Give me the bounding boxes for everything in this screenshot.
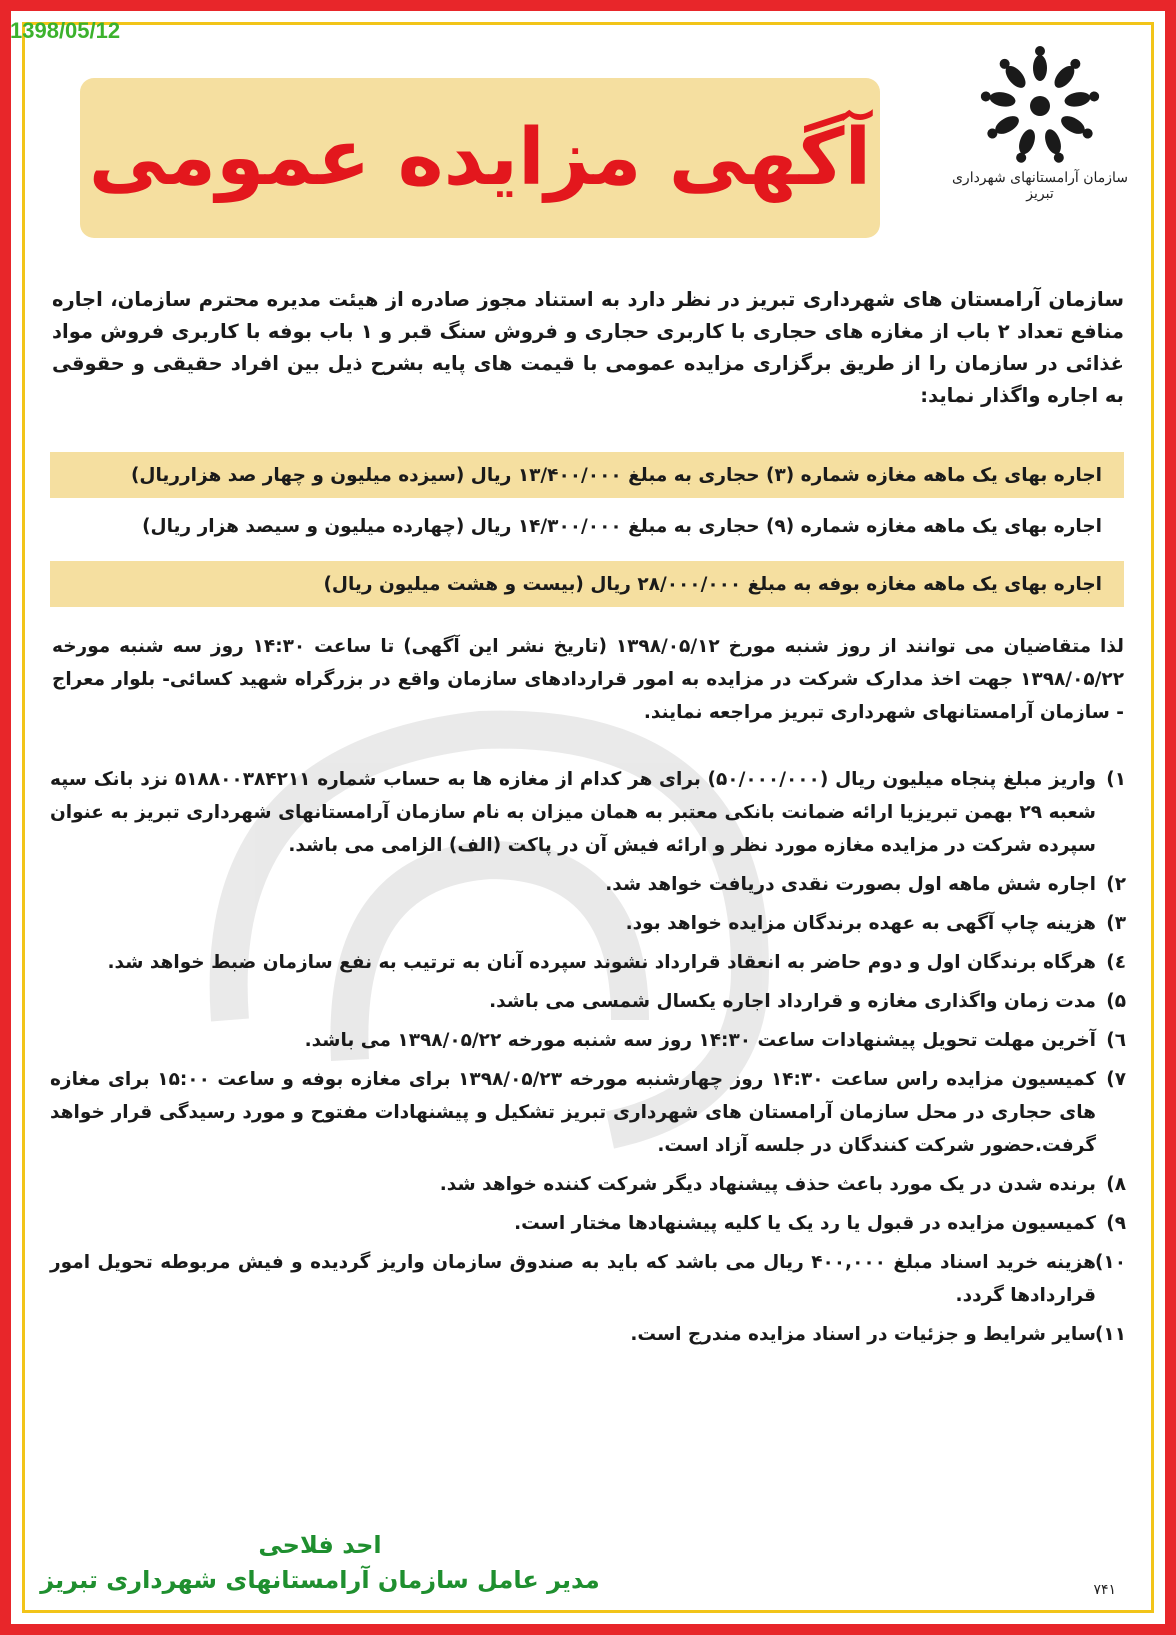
list-item: [50, 946, 1126, 979]
signature-block: [40, 1528, 600, 1598]
item-number: ۱۰): [1094, 1252, 1126, 1273]
item-number: ۳): [1106, 913, 1126, 934]
body-paragraph: لذا متقاضیان می توانند از روز شنبه مورخ ۱۳۹۸/۰۵/۱۲ (تاریخ نشر این آگهی) تا ساعت ۱۴:۳۰ روز سه شنبه مورخه ۱۳۹۸/۰۵/۲۲ جهت اخذ مدارک شرکت در مزایده به امور قراردادهای سازمان واقع در بزرگراه شهید کسائی- بلوار معراج - سازمان آرامستانهای شهرداری تبریز مراجعه نمایند.: [52, 636, 1124, 723]
item-text: آخرین مهلت تحویل پیشنهادات ساعت ۱۴:۳۰ روز سه شنبه مورخه ۱۳۹۸/۰۵/۲۲ می باشد.: [304, 1030, 1096, 1051]
item-text: هرگاه برندگان اول و دوم حاضر به انعقاد قرارداد نشوند سپرده آنان به ترتیب به نفع سازمان ضبط خواهد شد.: [107, 952, 1096, 973]
item-text: برنده شدن در یک مورد باعث حذف پیشنهاد دیگر شرکت کننده خواهد شد.: [439, 1174, 1096, 1195]
rent-text: اجاره بهای یک ماهه مغازه شماره (۹) حجاری به مبلغ ۱۴/۳۰۰/۰۰۰ ریال (چهارده میلیون و سیصد هزار ریال): [142, 515, 1102, 537]
item-number: ۱): [1106, 769, 1126, 790]
list-item: [50, 763, 1126, 862]
item-number: ۱۱): [1094, 1324, 1126, 1345]
rent-row-shop-9: [50, 503, 1124, 549]
item-text: واریز مبلغ پنجاه میلیون ریال (۵۰/۰۰۰/۰۰۰) برای هر کدام از مغازه ها به حساب شماره ۵۱۸۸۰۰۳۸۴۲۱۱ نزد بانک سپه شعبه ۲۹ بهمن تبریزیا ارائه ضمانت بانکی معتبر به همان میزان به نام سازمان آرامستانهای شهرداری تبریز به عنوان سپرده شرکت در مزایده مغازه مورد نظر و ارائه فیش آن در پاکت (الف) الزامی می باشد.: [50, 769, 1096, 856]
logo-caption: سازمان آرامستانهای شهرداری تبریز: [951, 170, 1129, 202]
list-item: [50, 1168, 1126, 1201]
signatory-role: مدیر عامل سازمان آرامستانهای شهرداری تبریز: [40, 1566, 600, 1594]
item-number: ۲): [1106, 874, 1126, 895]
organization-logo: [945, 46, 1135, 246]
list-item: [50, 1024, 1126, 1057]
intro-paragraph: [52, 283, 1124, 412]
conditions-list: [50, 763, 1126, 1357]
list-item: [50, 907, 1126, 940]
rent-text: اجاره بهای یک ماهه مغازه بوفه به مبلغ ۲۸/۰۰۰/۰۰۰ ریال (بیست و هشت میلیون ریال): [323, 573, 1102, 595]
ad-code: ۷۴۱: [1093, 1582, 1116, 1598]
item-number: ٤): [1106, 952, 1126, 973]
intro-text: در نظر دارد به استناد مجوز صادره از هیئت مدیره محترم سازمان، اجاره منافع تعداد ۲ باب از مغازه های حجاری با کاربری حجاری و فروش سنگ قبر و ۱ باب بوفه با کاربری فروش مواد غذائی در سازمان را از طریق برگزاری مزایده عمومی با قیمت های پایه بشرح ذیل بین افراد حقیقی و حقوقی به اجاره واگذار نماید:: [52, 288, 1124, 407]
item-text: اجاره شش ماهه اول بصورت نقدی دریافت خواهد شد.: [605, 874, 1096, 895]
list-item: [50, 1063, 1126, 1162]
item-text: کمیسیون مزایده راس ساعت ۱۴:۳۰ روز چهارشنبه مورخه ۱۳۹۸/۰۵/۲۳ برای مغازه بوفه و ساعت ۱۵:۰۰ برای مغازه های حجاری در محل سازمان آرامستان های شهرداری تبریز تشکیل و پیشنهادات مفتوح و مورد رسیدگی قرار خواهد گرفت.حضور شرکت کنندگان در جلسه آزاد است.: [50, 1069, 1096, 1156]
emblem-icon: [980, 46, 1100, 166]
item-number: ۵): [1106, 991, 1126, 1012]
list-item: [50, 985, 1126, 1018]
item-number: ۹): [1106, 1213, 1126, 1234]
list-item: [50, 868, 1126, 901]
item-text: مدت زمان واگذاری مغازه و قرارداد اجاره یکسال شمسی می باشد.: [489, 991, 1096, 1012]
publish-date-tag: 1398/05/12: [10, 18, 121, 43]
item-text: کمیسیون مزایده در قبول یا رد یک یا کلیه پیشنهادها مختار است.: [514, 1213, 1096, 1234]
rent-row-shop-3: [50, 452, 1124, 498]
list-item: [50, 1246, 1126, 1312]
signatory-name: احد فلاحی: [258, 1531, 382, 1559]
title-banner: [80, 78, 880, 238]
item-number: ۸): [1106, 1174, 1126, 1195]
item-number: ۷): [1106, 1069, 1126, 1090]
item-text: هزینه خرید اسناد مبلغ ۴۰۰,۰۰۰ ریال می باشد که باید به صندوق سازمان واریز گردیده و فیش مربوطه تحویل امور قراردادها گردد.: [50, 1252, 1097, 1306]
rent-row-buffet: [50, 561, 1124, 607]
rent-text: اجاره بهای یک ماهه مغازه شماره (۳) حجاری به مبلغ ۱۳/۴۰۰/۰۰۰ ریال (سیزده میلیون و چهار صد هزارریال): [130, 464, 1102, 486]
item-number: ٦): [1106, 1030, 1126, 1051]
organization-name: سازمان آرامستان های شهرداری تبریز: [747, 287, 1124, 311]
list-item: [50, 1318, 1126, 1351]
announcement-title: آگهی مزایده عمومی: [88, 113, 872, 203]
item-text: سایر شرایط و جزئیات در اسناد مزایده مندرج است.: [630, 1324, 1096, 1345]
list-item: [50, 1207, 1126, 1240]
item-text: هزینه چاپ آگهی به عهده برندگان مزایده خواهد بود.: [625, 913, 1096, 934]
